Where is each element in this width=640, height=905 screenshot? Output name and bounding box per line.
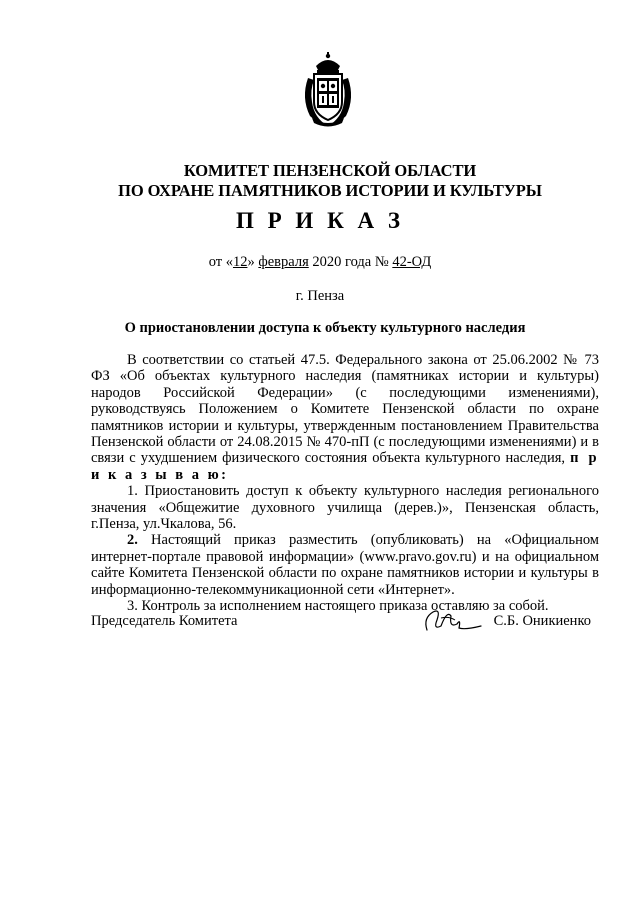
item-2	[91, 532, 599, 598]
coat-of-arms-icon	[298, 52, 358, 128]
date-month: февраля	[258, 254, 309, 270]
date-prefix: от «	[208, 254, 233, 270]
handwritten-signature	[421, 604, 485, 636]
signature-row	[91, 612, 599, 642]
org-name-line-2: ПО ОХРАНЕ ПАМЯТНИКОВ ИСТОРИИ И КУЛЬТУРЫ	[118, 181, 542, 200]
preamble-text: В соответствии со статьей 47.5. Федерального закона от 25.06.2002 № 73 ФЗ «Об объектах культурного наследия (памятниках истории и культуры) народов Российской Федерации» (с последующими изменениями), руководствуясь Положением о Комитете Пензенской области по охране памятников истории и культуры, утвержденным постановлением Правительства Пензенской области от 24.08.2015 № 470-пП (с последующими изменениями) и в связи с ухудшением физического состояния объекта культурного наследия,	[91, 352, 599, 467]
date-number-line	[0, 253, 640, 271]
document-type-title: П Р И К А З	[235, 208, 404, 233]
item-3: 3. Контроль за исполнением настоящего приказа оставляю за собой.	[127, 598, 549, 615]
order-number: 42-ОД	[392, 254, 432, 270]
date-year: 2020 года №	[308, 254, 393, 270]
order-word: п р и к а з ы в а ю:	[91, 450, 600, 483]
date-day: 12	[232, 254, 248, 270]
city-line: г. Пенза	[295, 288, 345, 304]
item-2-text: Настоящий приказ разместить (опубликовать) на «Официальном интернет-портале правовой информации» (www.pravo.gov.ru) и на официальном сайте Комитета Пензенской области по охране памятников истории и культуры в информационно-телекоммуникационной сети «Интернет».	[91, 532, 599, 598]
date-sep: »	[247, 254, 259, 270]
signer-name: С.Б. Оникиенко	[493, 613, 591, 629]
order-subject: О приостановлении доступа к объекту культурного наследия	[124, 320, 526, 336]
item-2-number: 2.	[127, 532, 138, 549]
preamble-paragraph	[91, 352, 599, 483]
item-1: 1. Приостановить доступ к объекту культурного наследия регионального значения «Общежитие духовного училища (дерев.)», Пензенская область, г.Пенза, ул.Чкалова, 56.	[91, 483, 599, 533]
order-body	[91, 352, 599, 615]
org-name-line-1: КОМИТЕТ ПЕНЗЕНСКОЙ ОБЛАСТИ	[183, 161, 477, 180]
signer-position: Председатель Комитета	[91, 613, 238, 629]
